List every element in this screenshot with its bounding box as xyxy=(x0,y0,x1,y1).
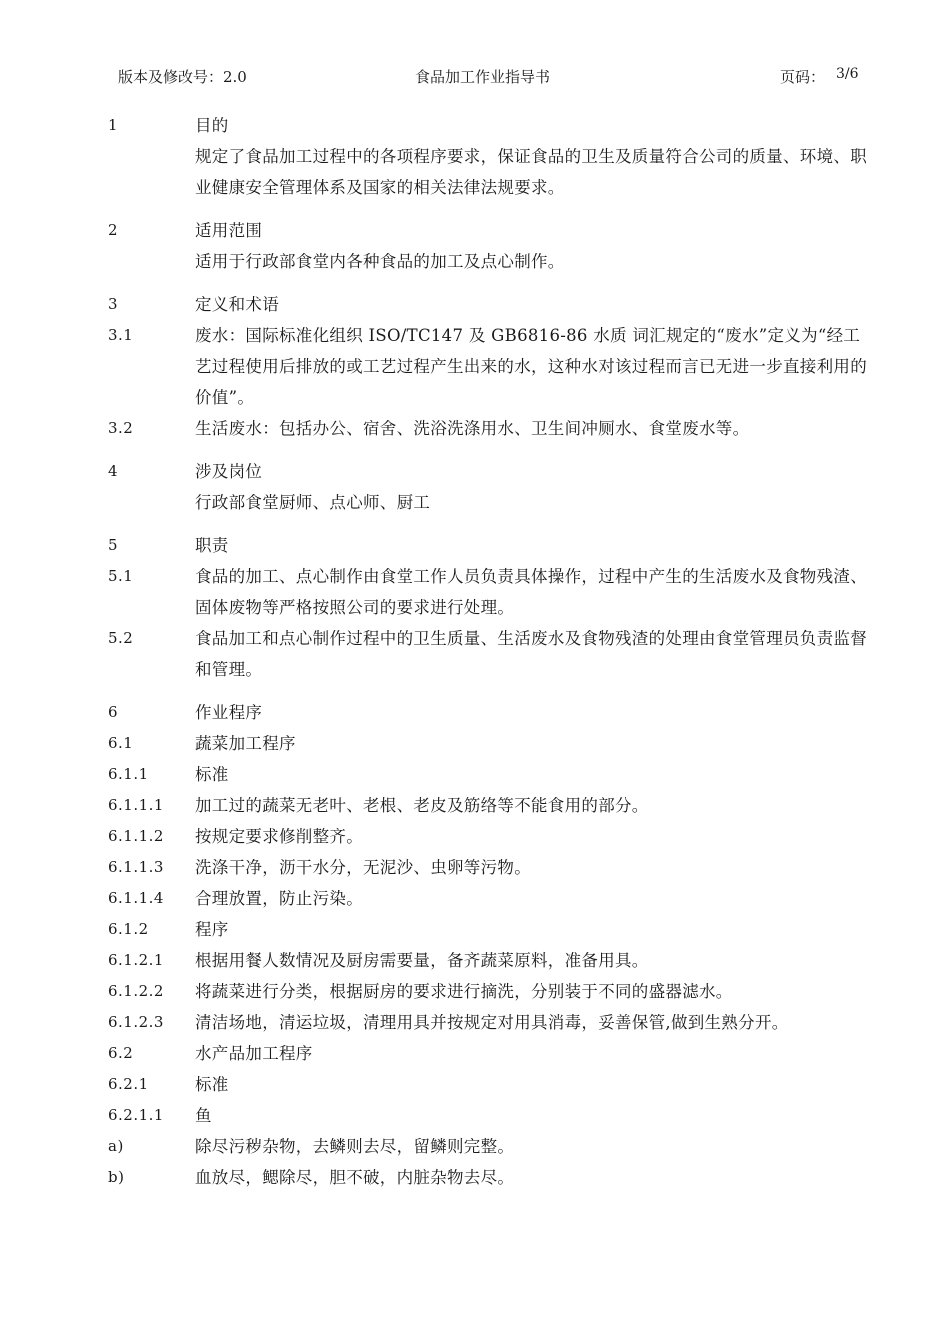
section-text: 目的 xyxy=(195,116,229,135)
section-number: 5.1 xyxy=(108,567,134,585)
section-row xyxy=(108,1162,868,1193)
section-spacer xyxy=(108,685,868,697)
section-number: 6.2 xyxy=(108,1044,134,1062)
section-row xyxy=(108,1007,868,1038)
section-text: 鱼 xyxy=(195,1106,212,1125)
section-number: 6 xyxy=(108,703,119,721)
section-text: 规定了食品加工过程中的各项程序要求，保证食品的卫生及质量符合公司的质量、环境、职业健康安全管理体系及国家的相关法律法规要求。 xyxy=(195,147,867,197)
section-row xyxy=(108,413,868,444)
section-row xyxy=(108,821,868,852)
section-number: 6.1.1 xyxy=(108,765,149,783)
section-row xyxy=(108,215,868,246)
section-spacer xyxy=(108,444,868,456)
section-row xyxy=(108,945,868,976)
section-row xyxy=(108,1131,868,1162)
version-label: 版本及修改号：2.0 xyxy=(118,68,247,86)
section-number: 6.1.1.3 xyxy=(108,858,164,876)
section-row xyxy=(108,487,868,518)
section-text: 适用范围 xyxy=(195,221,263,240)
section-row xyxy=(108,246,868,277)
section-number: 6.1 xyxy=(108,734,134,752)
section-row xyxy=(108,530,868,561)
section-row xyxy=(108,790,868,821)
section-text: 行政部食堂厨师、点心师、厨工 xyxy=(195,493,431,512)
section-text: 水产品加工程序 xyxy=(195,1044,313,1063)
document-title: 食品加工作业指导书 xyxy=(415,68,551,86)
section-row xyxy=(108,759,868,790)
section-number: 3.1 xyxy=(108,326,134,344)
section-row xyxy=(108,852,868,883)
section-row xyxy=(108,289,868,320)
section-number: 6.2.1 xyxy=(108,1075,149,1093)
section-text: 食品的加工、点心制作由食堂工作人员负责具体操作，过程中产生的生活废水及食物残渣、固体废物等严格按照公司的要求进行处理。 xyxy=(195,567,867,617)
section-text: 除尽污秽杂物，去鳞则去尽，留鳞则完整。 xyxy=(195,1137,515,1156)
section-text: 生活废水：包括办公、宿舍、洗浴洗涤用水、卫生间冲厕水、食堂废水等。 xyxy=(195,419,750,438)
section-number: 6.1.1.4 xyxy=(108,889,164,907)
section-text: 血放尽，鳃除尽，胆不破，内脏杂物去尽。 xyxy=(195,1168,515,1187)
section-row xyxy=(108,623,868,685)
section-text: 涉及岗位 xyxy=(195,462,263,481)
section-text: 标准 xyxy=(195,765,229,784)
section-text: 职责 xyxy=(195,536,229,555)
section-number: 6.1.2.3 xyxy=(108,1013,164,1031)
section-spacer xyxy=(108,203,868,215)
section-row xyxy=(108,914,868,945)
section-spacer xyxy=(108,518,868,530)
section-text: 食品加工和点心制作过程中的卫生质量、生活废水及食物残渣的处理由食堂管理员负责监督和管理。 xyxy=(195,629,867,679)
section-text: 作业程序 xyxy=(195,703,263,722)
section-number: 6.2.1.1 xyxy=(108,1106,164,1124)
section-row xyxy=(108,1038,868,1069)
page-label: 页码： xyxy=(780,68,826,86)
section-row xyxy=(108,1069,868,1100)
section-number: 5.2 xyxy=(108,629,134,647)
section-number: 6.1.2.1 xyxy=(108,951,164,969)
section-number: 2 xyxy=(108,221,119,239)
section-row xyxy=(108,976,868,1007)
page-number: 3/6 xyxy=(836,66,859,82)
section-row xyxy=(108,320,868,413)
section-text: 洗涤干净，沥干水分，无泥沙、虫卵等污物。 xyxy=(195,858,531,877)
section-row xyxy=(108,883,868,914)
section-text: 清洁场地，清运垃圾，清理用具并按规定对用具消毒，妥善保管,做到生熟分开。 xyxy=(195,1013,789,1032)
section-number: 3 xyxy=(108,295,119,313)
section-text: 将蔬菜进行分类，根据厨房的要求进行摘洗，分别装于不同的盛器滤水。 xyxy=(195,982,733,1001)
section-text: 加工过的蔬菜无老叶、老根、老皮及筋络等不能食用的部分。 xyxy=(195,796,649,815)
section-number: 3.2 xyxy=(108,419,134,437)
section-text: 根据用餐人数情况及厨房需要量，备齐蔬菜原料，准备用具。 xyxy=(195,951,649,970)
section-number: 1 xyxy=(108,116,119,134)
document-body xyxy=(108,110,868,1193)
section-number: 6.1.1.2 xyxy=(108,827,164,845)
section-row xyxy=(108,110,868,141)
section-number: a) xyxy=(108,1137,124,1155)
section-text: 蔬菜加工程序 xyxy=(195,734,296,753)
section-number: 5 xyxy=(108,536,119,554)
section-number: 6.1.1.1 xyxy=(108,796,164,814)
section-text: 标准 xyxy=(195,1075,229,1094)
section-text: 程序 xyxy=(195,920,229,939)
section-number: 4 xyxy=(108,462,119,480)
section-text: 按规定要求修削整齐。 xyxy=(195,827,363,846)
section-row xyxy=(108,561,868,623)
section-row xyxy=(108,1100,868,1131)
section-spacer xyxy=(108,277,868,289)
section-row xyxy=(108,141,868,203)
section-text: 适用于行政部食堂内各种食品的加工及点心制作。 xyxy=(195,252,565,271)
section-row xyxy=(108,728,868,759)
section-number: 6.1.2 xyxy=(108,920,149,938)
section-text: 废水：国际标准化组织 ISO/TC147 及 GB6816-86 水质 词汇规定的“废水”定义为“经工艺过程使用后排放的或工艺过程产生出来的水，这种水对该过程而言已无进一步直接利用的价值”。 xyxy=(195,326,867,407)
section-text: 合理放置，防止污染。 xyxy=(195,889,363,908)
section-number: b) xyxy=(108,1168,125,1186)
section-row xyxy=(108,456,868,487)
page-header xyxy=(0,66,950,92)
section-row xyxy=(108,697,868,728)
section-text: 定义和术语 xyxy=(195,295,279,314)
section-number: 6.1.2.2 xyxy=(108,982,164,1000)
